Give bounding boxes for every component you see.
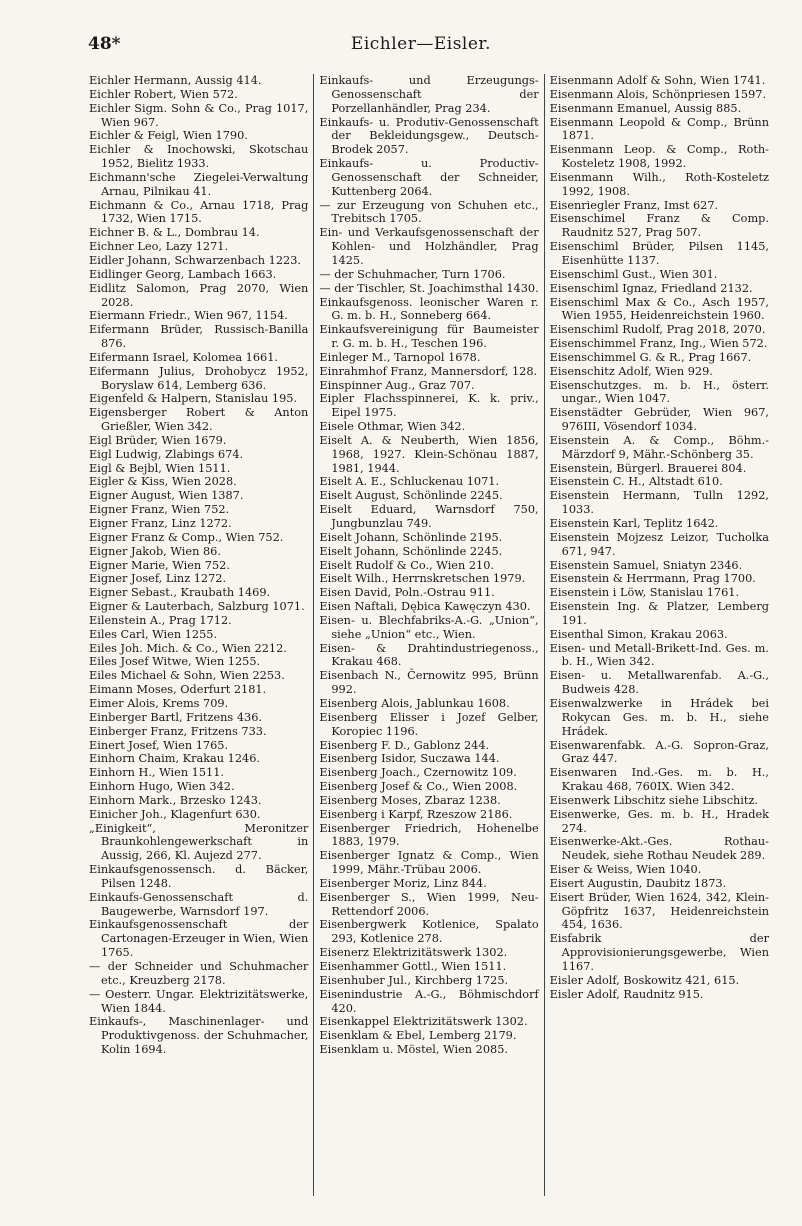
directory-entry: Eisenschimel Franz & Comp. Raudnitz 527, Prag 507.	[549, 212, 769, 240]
directory-entry: Eiselt A. & Neuberth, Wien 1856, 1968, 1927. Klein-Schönau 1887, 1981, 1944.	[319, 433, 539, 475]
directory-entry: Eisenberger Ignatz & Comp., Wien 1999, Mähr.-Trübau 2006.	[319, 849, 539, 877]
directory-entry: Eifermann Israel, Kolomea 1661.	[89, 350, 279, 364]
directory-entry: — der Schneider und Schuhmacher etc., Kreuzberg 2178.	[89, 960, 309, 987]
directory-entry: Eisenwerk Libschitz siehe Libschitz.	[549, 793, 758, 807]
directory-entry: Eisenberg Joach., Czernowitz 109.	[319, 766, 517, 780]
directory-entry: Eiser & Weiss, Wien 1040.	[549, 863, 702, 877]
directory-entry: Eisenschutzges. m. b. H., österr. ungar., Wien 1047.	[549, 378, 769, 406]
directory-entry: Einhorn Hugo, Wien 342.	[89, 780, 235, 794]
page-number: 48*	[88, 34, 121, 54]
directory-entry: Eisenwalzwerke in Hrádek bei Rokycan Ges. m. b. H., siehe Hrádek.	[549, 696, 769, 738]
directory-entry: Eisen- u. Metallwarenfab. A.-G., Budweis 428.	[549, 669, 769, 697]
directory-entry: Einicher Joh., Klagenfurt 630.	[89, 807, 261, 821]
directory-entry: Eiselt A. E., Schluckenau 1071.	[319, 475, 500, 489]
directory-entry: Eipler Flachsspinnerei, K. k. priv., Eipel 1975.	[319, 392, 539, 420]
directory-entry: Eisenbergwerk Kotlenice, Spalato 293, Kotlenice 278.	[319, 918, 539, 946]
directory-entry: Eisenstein Karl, Teplitz 1642.	[549, 517, 719, 530]
directory-entry: Einkaufsvereinigung für Baumeister r. G. m. b. H., Teschen 196.	[319, 323, 539, 351]
directory-entry: Eisenmann Emanuel, Aussig 885.	[549, 101, 742, 115]
directory-entry: — zur Erzeugung von Schuhen etc., Trebitsch 1705.	[319, 198, 539, 226]
directory-entry: Eisenkappel Elektrizitätswerk 1302.	[319, 1015, 528, 1029]
directory-entry: Eigner Josef, Linz 1272.	[89, 572, 227, 586]
directory-entry: Eisenstein, Bürgerl. Brauerei 804.	[549, 461, 747, 475]
directory-entry: Eisfabrik der Approvisionierungsgewerbe, Wien 1167.	[549, 932, 769, 973]
directory-entry: Einert Josef, Wien 1765.	[89, 738, 229, 752]
directory-entry: Eisen- u. Blechfabriks-A.-G. „Union“, siehe „Union“ etc., Wien.	[319, 613, 539, 641]
directory-entry: Eisert Augustin, Daubitz 1873.	[549, 876, 727, 890]
directory-entry: Eichner Leo, Lazy 1271.	[89, 240, 229, 254]
directory-entry: Eigner Franz & Comp., Wien 752.	[89, 530, 284, 544]
directory-entry: Eisen- & Drahtindustriegenoss., Krakau 468.	[319, 641, 539, 669]
directory-entry: Eisenstein Mojzesz Leizor, Tucholka 671, 947.	[549, 530, 769, 558]
directory-entry: Eisenschiml Gust., Wien 301.	[549, 267, 718, 281]
directory-entry: Eifermann Brüder, Russisch-Banilla 876.	[89, 323, 309, 351]
directory-entry: Einrahmhof Franz, Mannersdorf, 128.	[319, 364, 538, 378]
directory-entry: Eisenklam u. Möstel, Wien 2085.	[319, 1043, 509, 1057]
directory-entry: Eisenstein i Löw, Stanislau 1761.	[549, 586, 740, 600]
directory-entry: Eiles Josef Witwe, Wien 1255.	[89, 655, 261, 669]
directory-entry: Einkaufsgenossenschaft der Cartonagen-Erzeuger in Wien, Wien 1765.	[89, 918, 309, 960]
directory-entry: Eisenmann Leopold & Comp., Brünn 1871.	[549, 115, 769, 143]
directory-entry: Eisenberger Friedrich, Hohenelbe 1883, 1979.	[319, 821, 539, 849]
directory-entry: Eichler Hermann, Aussig 414.	[89, 74, 262, 87]
directory-entry: Eiles Carl, Wien 1255.	[89, 627, 218, 641]
directory-entry: „Einigkeit“, Meronitzer Braunkohlengewerkschaft in Aussig, 266, Kl. Aujezd 277.	[89, 821, 309, 863]
directory-entry: Eisenschiml Max & Co., Asch 1957, Wien 1955, Heidenreichstein 1960.	[549, 295, 769, 323]
directory-entry: Eisele Othmar, Wien 342.	[319, 420, 466, 434]
directory-entry: Eisenerz Elektrizitätswerk 1302.	[319, 946, 508, 960]
directory-entry: Eisenstein A. & Comp., Böhm.-Märzdorf 9, Mähr.-Schönberg 35.	[549, 433, 769, 461]
directory-entry: Eigner August, Wien 1387.	[89, 489, 244, 503]
directory-entry: Einhorn H., Wien 1511.	[89, 766, 225, 780]
directory-entry: Eisenberg Isidor, Suczawa 144.	[319, 752, 500, 766]
directory-entry: Eidler Johann, Schwarzenbach 1223.	[89, 253, 302, 267]
directory-entry: Eigner Sebast., Kraubath 1469.	[89, 586, 271, 600]
directory-entry: — der Tischler, St. Joachimsthal 1430.	[319, 281, 539, 295]
directory-entry: Eichler Sigm. Sohn & Co., Prag 1017, Wien 967.	[89, 101, 309, 129]
column-3	[544, 74, 774, 1196]
directory-entry: Eisenstein & Herrmann, Prag 1700.	[549, 572, 756, 586]
directory-entry: Eisenberg Alois, Jablunkau 1608.	[319, 696, 510, 710]
directory-entry: Eimer Alois, Krems 709.	[89, 696, 229, 710]
directory-entry: Eisenklam & Ebel, Lemberg 2179.	[319, 1029, 517, 1043]
directory-entry: Eichler & Feigl, Wien 1790.	[89, 129, 248, 143]
directory-entry: Eisenmann Alois, Schönpriesen 1597.	[549, 87, 767, 101]
directory-entry: — Oesterr. Ungar. Elektrizitätswerke, Wien 1844.	[89, 987, 309, 1015]
directory-entry: Eisenberg Josef & Co., Wien 2008.	[319, 780, 518, 794]
directory-entry: Eisenwaren Ind.-Ges. m. b. H., Krakau 468, 760IX. Wien 342.	[549, 766, 769, 794]
directory-entry: Eisenberger S., Wien 1999, Neu-Rettendorf 2006.	[319, 890, 539, 918]
directory-entry: Einberger Bartl, Fritzens 436.	[89, 710, 262, 724]
directory-entry: Einspinner Aug., Graz 707.	[319, 378, 475, 392]
directory-entry: Eisenstein Hermann, Tulln 1292, 1033.	[549, 489, 769, 517]
directory-entry: Eigl Brüder, Wien 1679.	[89, 433, 227, 447]
directory-entry: Eigensberger Robert & Anton Grießler, Wien 342.	[89, 406, 309, 434]
directory-entry: Eisenindustrie A.-G., Böhmischdorf 420.	[319, 987, 539, 1015]
directory-entry: Eigl & Bejbl, Wien 1511.	[89, 461, 231, 475]
directory-entry: Einberger Franz, Fritzens 733.	[89, 724, 267, 738]
directory-entry: Eisenmann Adolf & Sohn, Wien 1741.	[549, 74, 766, 87]
directory-entry: Einkaufs-, Maschinenlager- und Produktivgenoss. der Schuhmacher, Kolin 1694.	[89, 1015, 309, 1057]
directory-entry: Eiselt Johann, Schönlinde 2245.	[319, 544, 503, 558]
directory-entry: Eimann Moses, Oderfurt 2181.	[89, 683, 267, 697]
directory-entry: Eisenberg i Karpf, Rzeszow 2186.	[319, 807, 513, 821]
directory-entry: Eisler Adolf, Boskowitz 421, 615.	[549, 973, 740, 987]
directory-entry: Eigner Franz, Wien 752.	[89, 503, 230, 517]
directory-entry: Eigner & Lauterbach, Salzburg 1071.	[89, 600, 305, 614]
directory-entry: Eisenmann Wilh., Roth-Kosteletz 1992, 1908.	[549, 170, 769, 198]
directory-entry: Eichler & Inochowski, Skotschau 1952, Bielitz 1933.	[89, 143, 309, 171]
directory-entry: Eisen Naftali, Dębica Kawęczyn 430.	[319, 600, 531, 614]
directory-entry: Einleger M., Tarnopol 1678.	[319, 350, 481, 364]
directory-entry: Einhorn Mark., Brzesko 1243.	[89, 793, 262, 807]
directory-entry: Eichmann & Co., Arnau 1718, Prag 1732, Wien 1715.	[89, 198, 309, 226]
directory-entry: Eisenschiml Rudolf, Prag 2018, 2070.	[549, 323, 766, 337]
directory-entry: Eigler & Kiss, Wien 2028.	[89, 475, 237, 489]
directory-entry: Eiles Joh. Mich. & Co., Wien 2212.	[89, 641, 287, 655]
directory-entry: Eisenwerke-Akt.-Ges. Rothau-Neudek, siehe Rothau Neudek 289.	[549, 835, 769, 863]
directory-entry: Eisenwarenfabk. A.-G. Sopron-Graz, Graz 447.	[549, 738, 769, 766]
directory-entry: Eigl Ludwig, Zlabings 674.	[89, 447, 244, 461]
directory-entry: Eisen- und Metall-Brikett-Ind. Ges. m. b. H., Wien 342.	[549, 641, 769, 669]
directory-entry: — der Schuhmacher, Turn 1706.	[319, 267, 506, 281]
directory-entry: Eiselt Wilh., Herrnskretschen 1979.	[319, 572, 526, 586]
directory-entry: Eilenstein A., Prag 1712.	[89, 613, 232, 627]
directory-entry: Eisenstein Samuel, Sniatyn 2346.	[549, 558, 743, 572]
column-1	[84, 74, 313, 1196]
directory-entry: Eisenschimmel Franz, Ing., Wien 572.	[549, 337, 768, 351]
directory-entry: Eiselt Rudolf & Co., Wien 210.	[319, 558, 495, 572]
directory-entry: Eisenhammer Gottl., Wien 1511.	[319, 960, 507, 973]
page-header	[80, 34, 762, 60]
directory-entry: Eisenthal Simon, Krakau 2063.	[549, 627, 728, 641]
directory-entry: Eifermann Julius, Drohobycz 1952, Boryslaw 614, Lemberg 636.	[89, 364, 309, 392]
directory-entry: Eidlinger Georg, Lambach 1663.	[89, 267, 277, 281]
directory-columns	[84, 74, 774, 1196]
directory-entry: Einkaufs- u. Productiv-Genossenschaft der Schneider, Kuttenberg 2064.	[319, 157, 539, 198]
directory-entry: Eisenstädter Gebrüder, Wien 967, 976III, Vösendorf 1034.	[549, 406, 769, 434]
column-2	[313, 74, 543, 1196]
directory-entry: Eigner Franz, Linz 1272.	[89, 517, 232, 530]
directory-entry: Eisert Brüder, Wien 1624, 342, Klein-Göpfritz 1637, Heidenreichstein 454, 1636.	[549, 890, 769, 932]
directory-entry: Eigner Jakob, Wien 86.	[89, 544, 221, 558]
directory-entry: Eisenschimmel G. & R., Prag 1667.	[549, 350, 752, 364]
directory-entry: Eisenschiml Brüder, Pilsen 1145, Eisenhütte 1137.	[549, 240, 769, 267]
directory-entry: Eisen David, Poln.-Ostrau 911.	[319, 586, 495, 600]
directory-entry: Eichler Robert, Wien 572.	[89, 87, 238, 101]
directory-entry: Eisenstein C. H., Altstadt 610.	[549, 475, 723, 489]
directory-entry: Eisenmann Leop. & Comp., Roth-Kosteletz 1908, 1992.	[549, 143, 769, 171]
directory-entry: Eidlitz Salomon, Prag 2070, Wien 2028.	[89, 281, 309, 309]
directory-entry: Eisenschitz Adolf, Wien 929.	[549, 364, 713, 378]
directory-entry: Eiselt Johann, Schönlinde 2195.	[319, 530, 503, 544]
directory-entry: Einkaufsgenossensch. d. Bäcker, Pilsen 1248.	[89, 863, 309, 890]
running-head: Eichler—Eisler.	[350, 34, 492, 54]
directory-entry: Eiermann Friedr., Wien 967, 1154.	[89, 309, 288, 323]
directory-entry: Eisenbach N., Černowitz 995, Brünn 992.	[319, 669, 539, 697]
directory-entry: Eisenberger Moriz, Linz 844.	[319, 876, 487, 890]
directory-entry: Eisenstein Ing. & Platzer, Lemberg 191.	[549, 600, 769, 627]
directory-entry: Eisenhuber Jul., Kirchberg 1725.	[319, 973, 509, 987]
directory-entry: Einkaufs- u. Produtiv-Genossenschaft der Bekleidungsgew., Deutsch-Brodek 2057.	[319, 115, 539, 157]
directory-entry: Eisenberg Elisser i Jozef Gelber, Koropiec 1196.	[319, 710, 539, 738]
directory-entry: Eichner B. & L., Dombrau 14.	[89, 226, 260, 240]
directory-entry: Eisenberg Moses, Zbaraz 1238.	[319, 793, 501, 807]
directory-entry: Ein- und Verkaufsgenossenschaft der Kohlen- und Holzhändler, Prag 1425.	[319, 226, 539, 267]
directory-entry: Einkaufs- und Erzeugungs-Genossenschaft der Porzellanhändler, Prag 234.	[319, 74, 539, 115]
directory-entry: Eigenfeld & Halpern, Stanislau 195.	[89, 392, 298, 406]
directory-entry: Eiselt Eduard, Warnsdorf 750, Jungbunzlau 749.	[319, 503, 539, 530]
directory-entry: Eisenschiml Ignaz, Friedland 2132.	[549, 281, 753, 295]
directory-entry: Eisenberg F. D., Gablonz 244.	[319, 738, 490, 752]
directory-entry: Eichmann'sche Ziegelei-Verwaltung Arnau, Pilnikau 41.	[89, 170, 309, 198]
directory-entry: Eisenwerke, Ges. m. b. H., Hradek 274.	[549, 807, 769, 835]
directory-entry: Einkaufsgenoss. leonischer Waren r. G. m. b. H., Sonneberg 664.	[319, 295, 539, 323]
directory-entry: Einhorn Chaim, Krakau 1246.	[89, 752, 261, 766]
directory-entry: Eiselt August, Schönlinde 2245.	[319, 489, 503, 503]
directory-entry: Eiles Michael & Sohn, Wien 2253.	[89, 669, 285, 683]
directory-entry: Einkaufs-Genossenschaft d. Baugewerbe, Warnsdorf 197.	[89, 890, 309, 918]
directory-entry: Eisenriegler Franz, Imst 627.	[549, 198, 719, 212]
directory-entry: Eisler Adolf, Raudnitz 915.	[549, 987, 704, 1001]
directory-entry: Eigner Marie, Wien 752.	[89, 558, 230, 572]
